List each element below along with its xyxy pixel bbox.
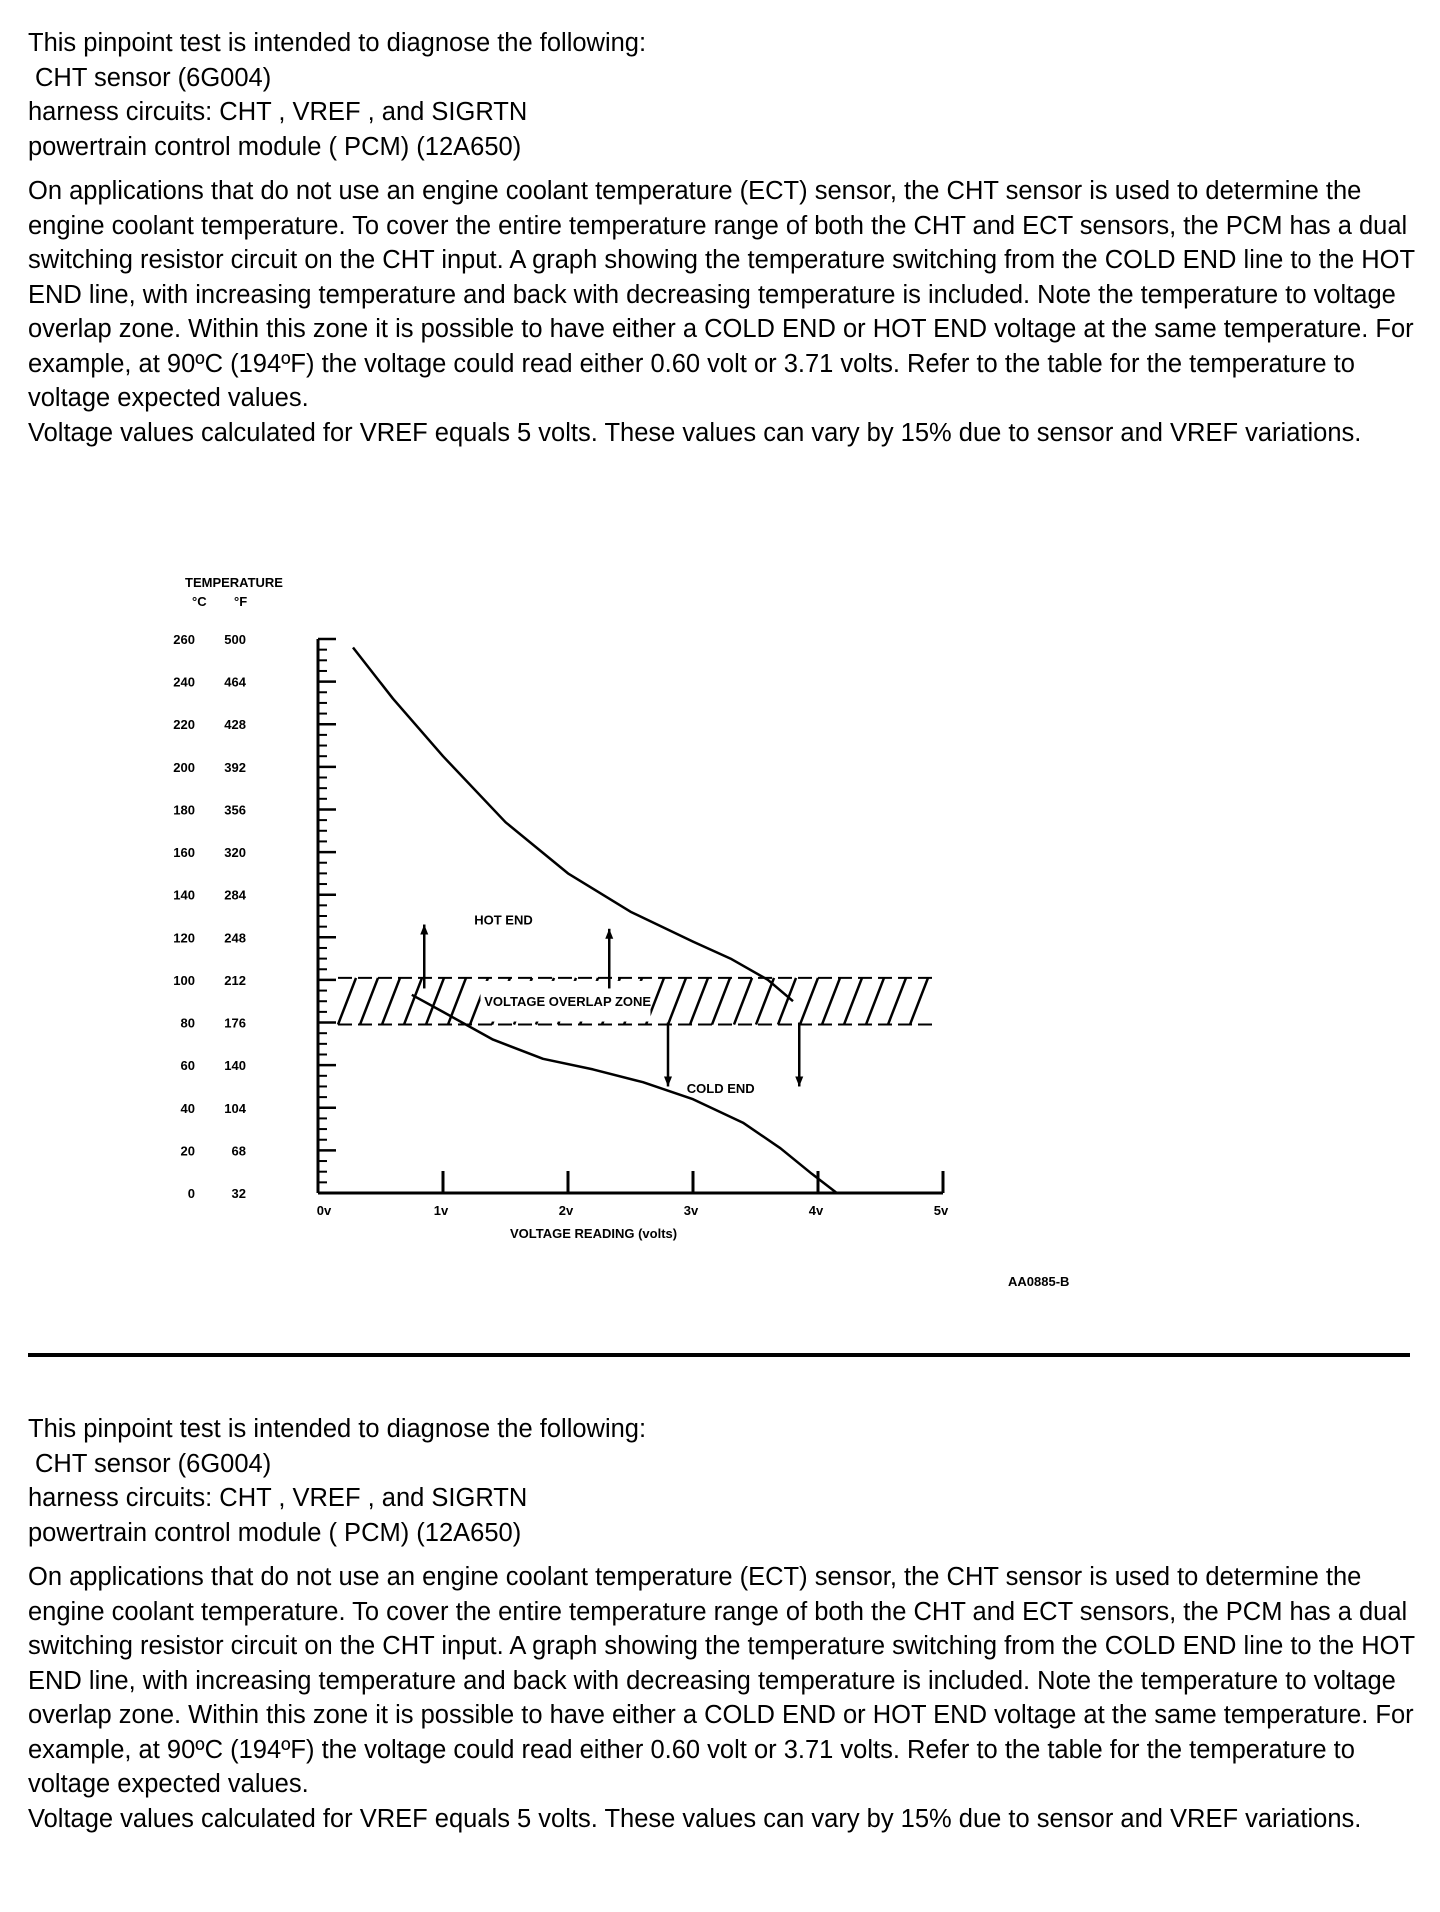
y-tick-label-c: 140 — [173, 887, 195, 903]
document-section-top — [28, 26, 1418, 450]
y-ticks-fahrenheit — [224, 632, 246, 1201]
cold-arrow-right-head — [795, 1076, 803, 1086]
y-tick-label-c: 100 — [173, 972, 195, 988]
intro-list — [28, 1412, 1418, 1550]
zone-hatch — [800, 978, 818, 1025]
hot-end-label: HOT END — [474, 912, 533, 928]
y-tick-label-f: 212 — [224, 972, 246, 988]
y-tick-label-c: 220 — [173, 717, 195, 733]
y-tick-label-f: 140 — [224, 1058, 246, 1074]
y-tick-label-c: 260 — [173, 632, 195, 647]
zone-hatch — [866, 978, 884, 1025]
hot-arrow-left-head — [420, 925, 428, 935]
x-tick-label: 2v — [558, 1203, 574, 1218]
x-tick-label: 3v — [683, 1203, 699, 1218]
hot-arrow-right-head — [605, 929, 613, 939]
y-tick-label-f: 284 — [224, 887, 246, 903]
zone-hatch — [734, 978, 752, 1025]
y-unit-fahrenheit: °F — [234, 594, 248, 609]
zone-hatch — [888, 978, 906, 1025]
hot-end-curve — [353, 648, 793, 1002]
y-tick-label-c: 120 — [173, 930, 195, 946]
y-tick-label-f: 32 — [231, 1186, 246, 1201]
y-tick-label-c: 180 — [173, 802, 195, 818]
zone-hatch — [426, 978, 444, 1025]
y-tick-label-f: 500 — [224, 632, 246, 647]
section-divider — [28, 1353, 1410, 1357]
zone-hatch — [778, 978, 796, 1025]
description-paragraph: On applications that do not use an engine coolant temperature (ECT) sensor, the CHT sensor is used to determine the engine coolant temperature. To cover the entire temperature range of both the CHT and ECT sensors, the PCM has a dual switching resistor circuit on the CHT input. A graph showing the temperature switching from the COLD END line to the HOT END line, with increasing temperature and back with decreasing temperature is included. Note the temperature to voltage overlap zone. Within this zone it is possible to have either a COLD END or HOT END voltage at the same temperature. For example, at 90ºC (194ºF) the voltage could read either 0.60 volt or 3.71 volts. Refer to the table for the temperature to voltage expected values. — [28, 177, 1415, 412]
intro-heading: This pinpoint test is intended to diagnose the following: — [28, 1415, 647, 1443]
y-tick-label-c: 20 — [180, 1143, 195, 1159]
zone-hatch — [360, 978, 378, 1025]
y-tick-label-c: 200 — [173, 759, 195, 775]
y-axis-title: TEMPERATURE — [185, 575, 283, 590]
y-tick-label-c: 0 — [187, 1186, 195, 1201]
voltage-overlap-zone — [338, 978, 933, 1025]
cold-arrow-left-head — [664, 1076, 672, 1086]
y-unit-celsius: °C — [192, 594, 207, 609]
zone-label: VOLTAGE OVERLAP ZONE — [484, 994, 652, 1010]
x-tick-label: 1v — [433, 1203, 449, 1218]
y-tick-label-f: 356 — [224, 802, 246, 818]
y-tick-label-c: 60 — [180, 1058, 195, 1074]
intro-item-sensor: CHT sensor (6G004) — [35, 1449, 272, 1478]
zone-hatch — [756, 978, 774, 1025]
document-section-bottom — [28, 1412, 1418, 1836]
vref-note: Voltage values calculated for VREF equals 5 volts. These values can vary by 15% due to sensor and VREF variations. — [28, 418, 1362, 447]
zone-hatch — [712, 978, 730, 1025]
series-group — [353, 648, 837, 1194]
y-ticks-celsius — [173, 632, 195, 1201]
zone-hatch — [690, 978, 708, 1025]
y-tick-label-f: 392 — [224, 759, 246, 775]
y-tick-label-f: 68 — [231, 1143, 246, 1159]
x-tick-label: 0v — [316, 1203, 332, 1218]
intro-item-pcm: powertrain control module ( PCM) (12A650) — [28, 1518, 522, 1547]
x-tick-label: 5v — [933, 1203, 949, 1218]
y-tick-label-f: 176 — [224, 1015, 246, 1031]
zone-hatch — [668, 978, 686, 1025]
y-tick-label-f: 248 — [224, 930, 246, 946]
y-tick-label-c: 240 — [173, 674, 195, 690]
zone-hatch — [382, 978, 400, 1025]
intro-item-pcm: powertrain control module ( PCM) (12A650) — [28, 132, 522, 161]
temperature-voltage-graph — [160, 565, 1060, 1295]
intro-item-harness: harness circuits: CHT , VREF , and SIGRTN — [28, 98, 528, 126]
zone-hatch — [338, 978, 356, 1025]
intro-list — [28, 26, 1418, 164]
vref-note: Voltage values calculated for VREF equals 5 volts. These values can vary by 15% due to sensor and VREF variations. — [28, 1804, 1362, 1833]
y-tick-label-c: 160 — [173, 845, 195, 861]
description-paragraph: On applications that do not use an engine coolant temperature (ECT) sensor, the CHT sensor is used to determine the engine coolant temperature. To cover the entire temperature range of both the CHT and ECT sensors, the PCM has a dual switching resistor circuit on the CHT input. A graph showing the temperature switching from the COLD END line to the HOT END line, with increasing temperature and back with decreasing temperature is included. Note the temperature to voltage overlap zone. Within this zone it is possible to have either a COLD END or HOT END voltage at the same temperature. For example, at 90ºC (194ºF) the voltage could read either 0.60 volt or 3.71 volts. Refer to the table for the temperature to voltage expected values. — [28, 1563, 1415, 1798]
y-tick-label-c: 80 — [180, 1015, 195, 1031]
cold-end-label: COLD END — [686, 1080, 755, 1096]
y-tick-label-f: 320 — [224, 845, 246, 861]
figure-id: AA0885-B — [1008, 1274, 1070, 1289]
x-tick-label: 4v — [808, 1203, 824, 1218]
y-tick-label-f: 464 — [224, 674, 246, 690]
intro-item-sensor: CHT sensor (6G004) — [35, 63, 272, 92]
y-tick-label-f: 428 — [224, 717, 246, 733]
x-axis-title-text: VOLTAGE READING (volts) — [510, 1226, 678, 1241]
intro-heading: This pinpoint test is intended to diagnose the following: — [28, 29, 647, 57]
intro-item-harness: harness circuits: CHT , VREF , and SIGRTN — [28, 1484, 528, 1512]
zone-hatch — [844, 978, 862, 1025]
y-tick-label-c: 40 — [180, 1100, 195, 1116]
zone-hatch — [822, 978, 840, 1025]
y-tick-label-f: 104 — [224, 1100, 246, 1116]
zone-hatch — [404, 978, 422, 1025]
zone-hatch — [910, 978, 928, 1025]
